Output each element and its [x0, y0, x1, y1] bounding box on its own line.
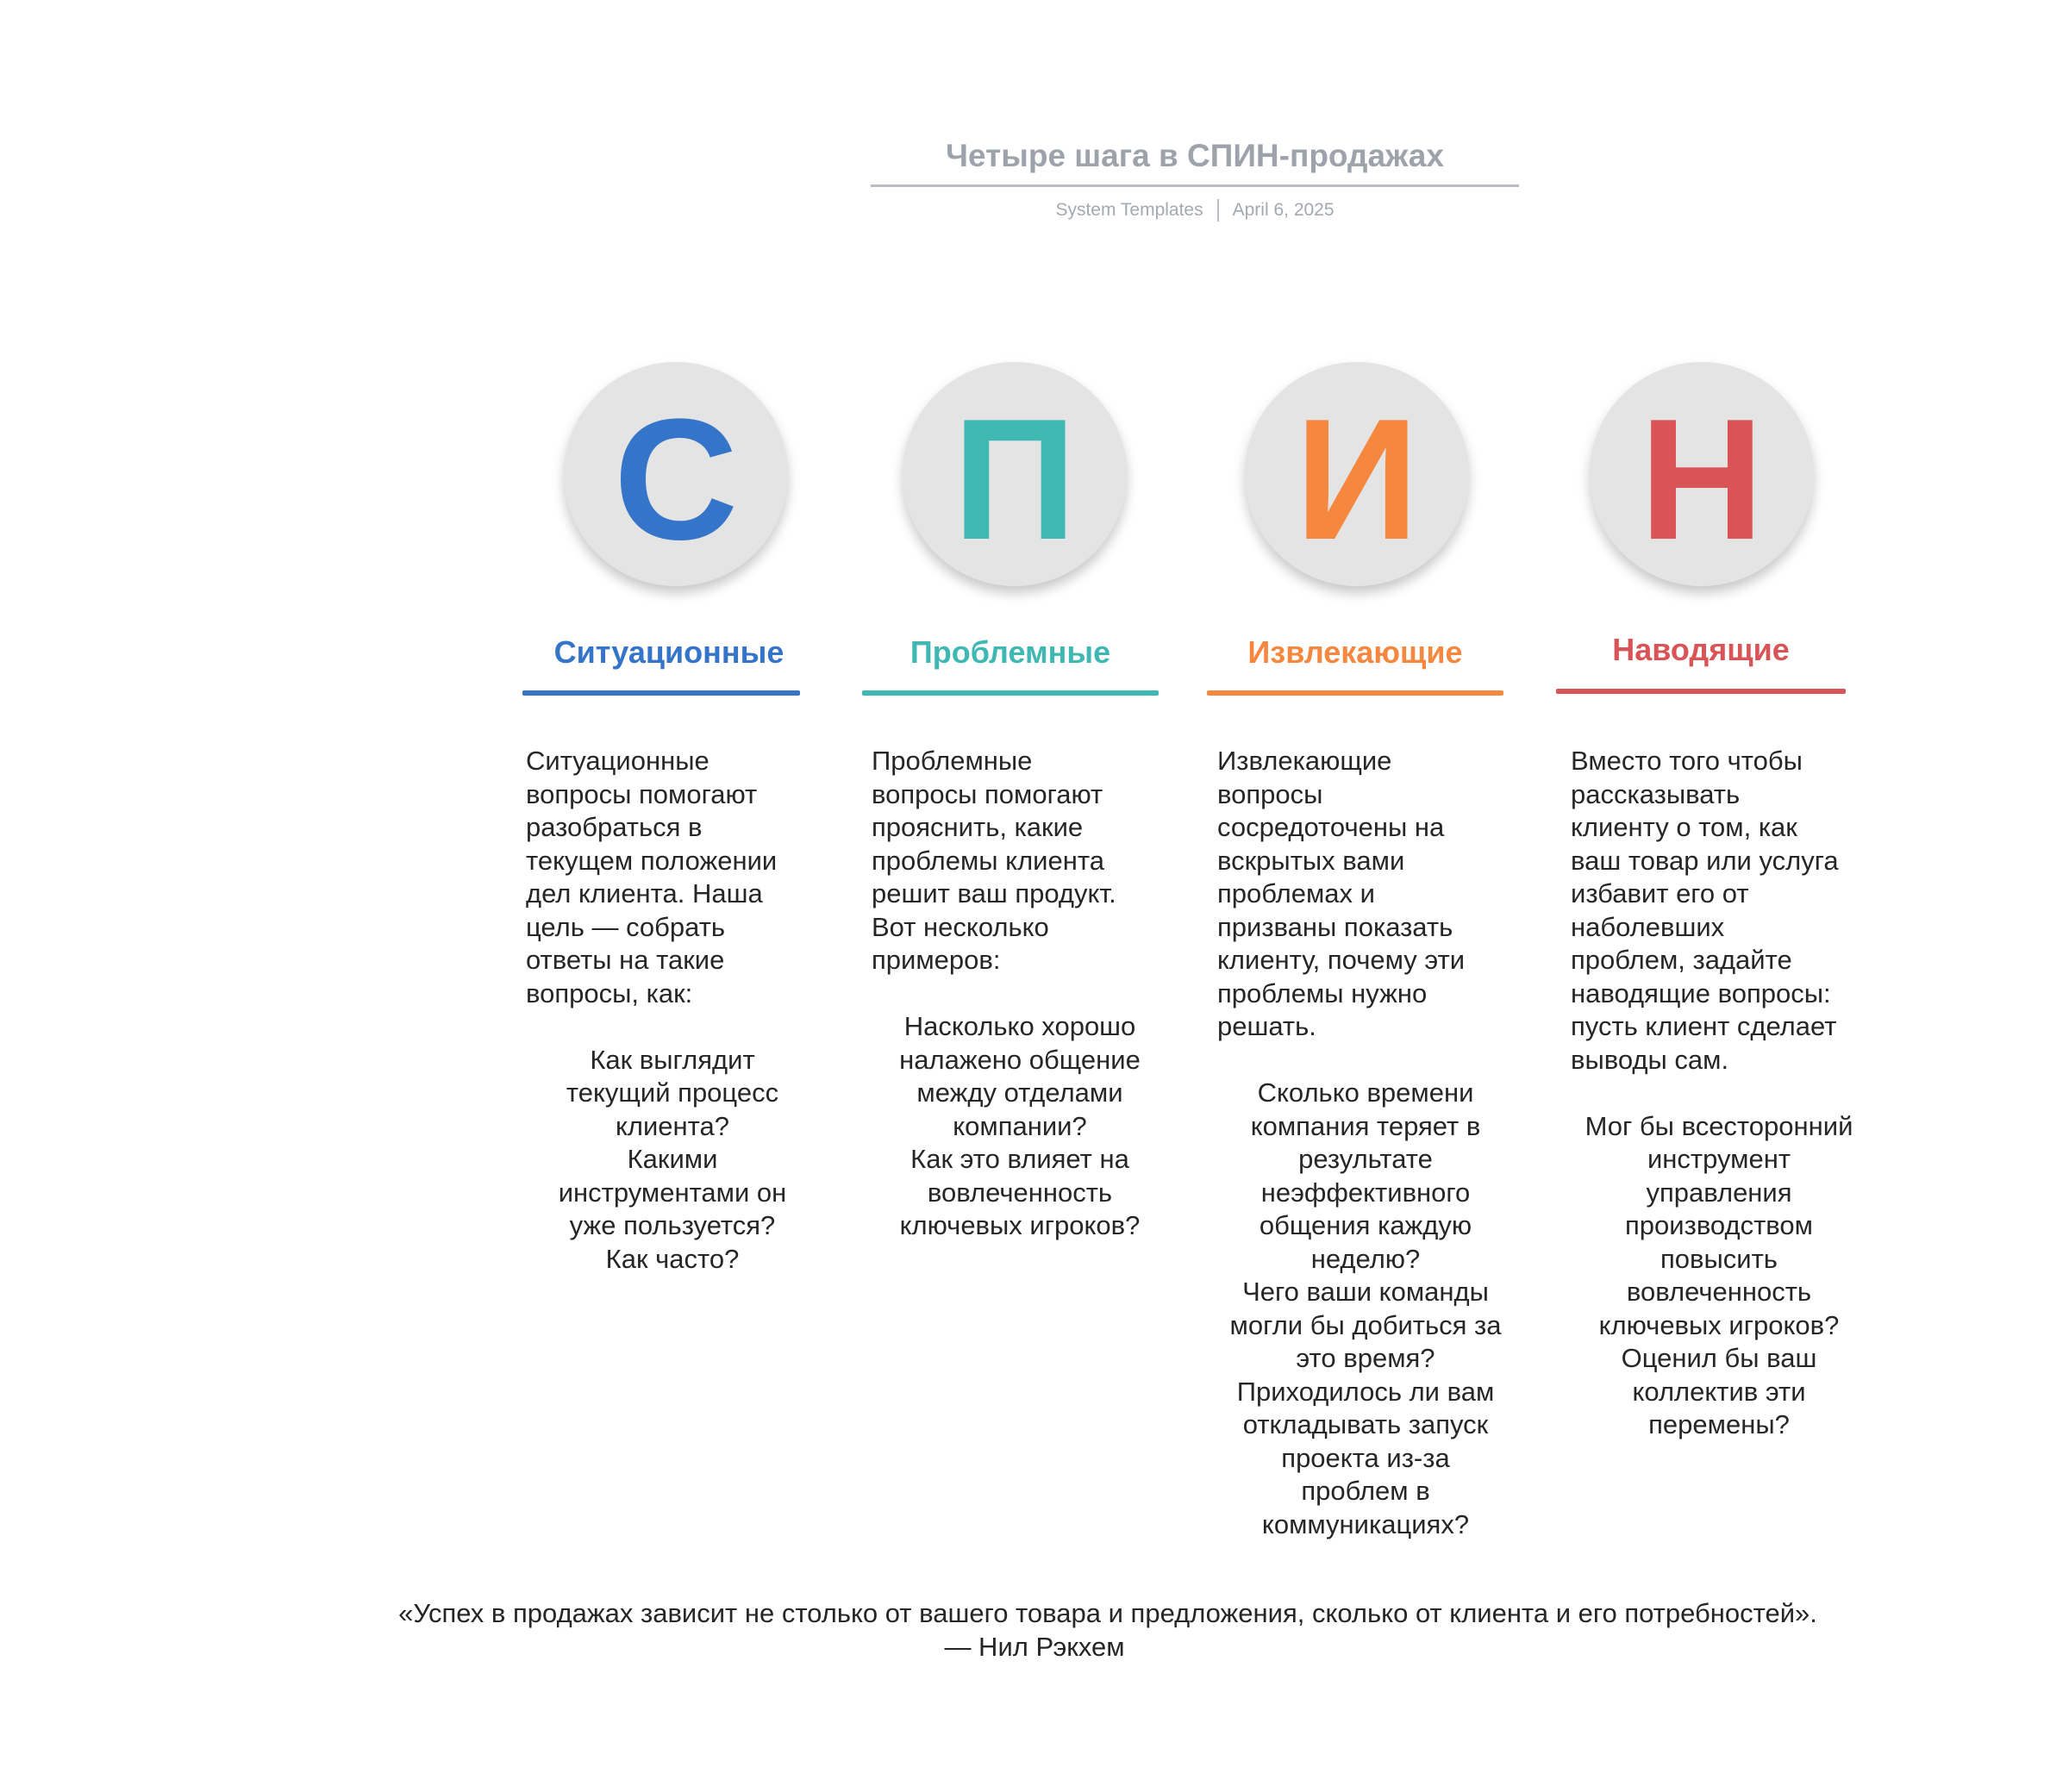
text-line: это время? — [1296, 1343, 1435, 1373]
text-line: вскрытых вами — [1217, 845, 1405, 876]
text-line: проблемы клиента — [872, 845, 1104, 876]
text-line: Как выглядит — [590, 1044, 755, 1075]
intro-problem — [872, 745, 1168, 977]
text-line: текущий процесс — [566, 1077, 779, 1108]
text-line: компания теряет в — [1250, 1110, 1481, 1141]
letter-circle-s — [564, 362, 788, 586]
text-line: вопросы помогают — [526, 778, 758, 809]
text-line: вовлеченность — [927, 1177, 1113, 1208]
text-line: Оценил бы ваш — [1621, 1343, 1817, 1373]
intro-situational — [526, 745, 819, 1010]
text-need-payoff — [1571, 745, 1867, 1442]
quote-text: «Успех в продажах зависит не столько от вашего товара и предложения, сколько от клиента и его потребностей». — [398, 1598, 1817, 1628]
letter-p: П — [953, 384, 1077, 576]
text-situational — [526, 745, 819, 1276]
text-line: Чего ваши команды — [1242, 1277, 1489, 1307]
date-label: April 6, 2025 — [1232, 200, 1335, 220]
text-line: Мог бы всесторонний — [1585, 1110, 1853, 1141]
questions-problem — [872, 1010, 1168, 1243]
questions-situational — [526, 1044, 819, 1277]
text-line: наводящие вопросы: — [1571, 977, 1831, 1008]
text-line: проблемы нужно — [1217, 977, 1428, 1008]
underline-situational — [522, 690, 800, 696]
text-line: цель — собрать — [526, 911, 726, 942]
letter-n: Н — [1639, 384, 1765, 576]
text-line: вовлеченность — [1626, 1277, 1812, 1307]
text-line: вопросы, как: — [526, 977, 693, 1008]
text-line: коллектив эти — [1632, 1376, 1806, 1407]
letter-circle-p — [903, 362, 1127, 586]
text-line: могли бы добиться за — [1229, 1309, 1502, 1340]
text-line: клиенту, почему эти — [1217, 945, 1466, 975]
text-line: примеров: — [872, 945, 1001, 975]
text-line: компании? — [953, 1110, 1087, 1141]
text-line: проблем в — [1301, 1476, 1430, 1506]
text-line: решать. — [1217, 1011, 1316, 1041]
text-line: клиенту о том, как — [1571, 812, 1797, 842]
text-line: неэффективного — [1260, 1177, 1471, 1208]
meta-divider — [1217, 199, 1219, 222]
text-line: Извлекающие — [1217, 746, 1392, 776]
text-line: Приходилось ли вам — [1236, 1376, 1495, 1407]
text-line: Сколько времени — [1257, 1077, 1474, 1108]
text-line: повысить — [1660, 1243, 1778, 1274]
text-line: сосредоточены на — [1217, 812, 1445, 842]
text-line: инструментами он — [558, 1177, 787, 1208]
text-implication — [1217, 745, 1514, 1541]
text-line: Как это влияет на — [910, 1144, 1129, 1174]
questions-implication — [1217, 1077, 1514, 1541]
text-line: призваны показать — [1217, 911, 1453, 942]
text-line: проекта из-за — [1281, 1442, 1450, 1473]
text-line: Вот несколько — [872, 911, 1049, 942]
text-line: Насколько хорошо — [903, 1011, 1136, 1041]
text-line: Какими — [627, 1144, 718, 1174]
text-line: между отделами — [916, 1077, 1123, 1108]
text-line: управления — [1646, 1177, 1792, 1208]
document-meta — [871, 199, 1519, 222]
intro-implication — [1217, 745, 1514, 1044]
text-line: вопросы помогают — [872, 778, 1103, 809]
text-line: пусть клиент сделает — [1571, 1011, 1837, 1041]
text-line: текущем положении — [526, 845, 778, 876]
underline-implication — [1207, 690, 1503, 696]
text-line: разобраться в — [526, 812, 703, 842]
text-line: неделю? — [1310, 1243, 1421, 1274]
text-line: дел клиента. Наша — [526, 878, 763, 908]
letter-s: С — [613, 384, 739, 576]
intro-need-payoff — [1571, 745, 1867, 1077]
text-line: инструмент — [1647, 1144, 1791, 1174]
document-header — [871, 138, 1519, 222]
text-line: ответы на такие — [526, 945, 725, 975]
text-line: рассказывать — [1571, 778, 1741, 809]
underline-problem — [862, 690, 1159, 696]
text-line: избавит его от — [1571, 878, 1749, 908]
letter-i: И — [1295, 384, 1419, 576]
text-line: Вместо того чтобы — [1571, 746, 1803, 776]
letter-circle-i — [1245, 362, 1469, 586]
text-line: коммуникациях? — [1261, 1508, 1470, 1539]
underline-need-payoff — [1556, 689, 1846, 694]
heading-situational: Ситуационные — [553, 634, 784, 670]
text-line: Ситуационные — [526, 746, 709, 776]
text-line: ключевых игроков? — [1598, 1309, 1840, 1340]
text-line: ваш товар или услуга — [1571, 845, 1839, 876]
text-line: проблемах и — [1217, 878, 1375, 908]
quote-block — [0, 1597, 2069, 1664]
text-line: наболевших — [1571, 911, 1725, 942]
text-line: решит ваш продукт. — [872, 878, 1116, 908]
text-line: общения каждую — [1259, 1210, 1472, 1240]
text-line: Проблемные — [872, 746, 1033, 776]
questions-need-payoff — [1571, 1110, 1867, 1442]
letter-circle-n — [1590, 362, 1814, 586]
quote-attribution: — Нил Рэкхем — [944, 1631, 1125, 1662]
text-line: выводы сам. — [1571, 1044, 1729, 1075]
heading-implication: Извлекающие — [1247, 634, 1463, 670]
author-label: System Templates — [1055, 200, 1203, 220]
page-title: Четыре шага в СПИН-продажах — [871, 138, 1519, 187]
text-problem — [872, 745, 1168, 1243]
text-line: вопросы — [1217, 778, 1323, 809]
text-line: перемены? — [1648, 1409, 1790, 1439]
heading-need-payoff: Наводящие — [1612, 632, 1790, 667]
text-line: прояснить, какие — [872, 812, 1084, 842]
text-line: Как часто? — [605, 1243, 740, 1274]
text-line: уже пользуется? — [569, 1210, 776, 1240]
text-line: производством — [1625, 1210, 1813, 1240]
text-line: откладывать запуск — [1242, 1409, 1489, 1439]
heading-problem: Проблемные — [909, 634, 1111, 670]
text-line: проблем, задайте — [1571, 945, 1792, 975]
text-line: налажено общение — [899, 1044, 1141, 1075]
text-line: результате — [1298, 1144, 1433, 1174]
text-line: ключевых игроков? — [899, 1210, 1141, 1240]
text-line: клиента? — [615, 1110, 729, 1141]
